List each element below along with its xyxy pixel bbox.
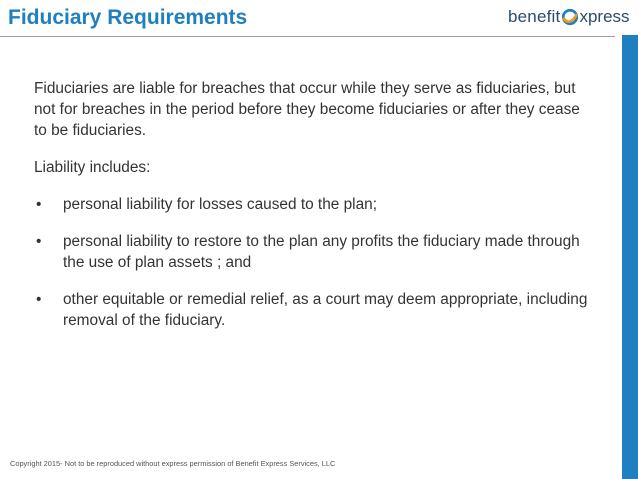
benefit-express-logo: [508, 6, 630, 28]
header-divider: [0, 36, 615, 37]
page-title: Fiduciary Requirements: [8, 6, 248, 29]
list-item: [34, 231, 594, 273]
list-item-text: personal liability for losses caused to the plan;: [63, 196, 377, 213]
list-item: [34, 289, 594, 331]
logo-text-left: benefit: [508, 7, 561, 26]
list-item-text: other equitable or remedial relief, as a court may deem appropriate, including removal of the fiduciary.: [63, 291, 588, 329]
copyright-footer: Copyright 2015- Not to be reproduced without express permission of Benefit Express Services, LLC: [10, 459, 336, 468]
liability-list: [34, 194, 594, 331]
logo-swirl-icon: [561, 8, 579, 26]
bullet-marker: •: [36, 233, 42, 250]
accent-sidebar: [622, 35, 638, 479]
list-item: [34, 194, 594, 215]
bullet-marker: •: [36, 196, 42, 213]
logo-text-right: xpress: [579, 7, 630, 26]
bullet-marker: •: [36, 291, 42, 308]
list-item-text: personal liability to restore to the plan any profits the fiduciary made through the use of plan assets ; and: [63, 233, 580, 271]
slide-body: [34, 78, 594, 347]
intro-paragraph: Fiduciaries are liable for breaches that occur while they serve as fiduciaries, but not for breaches in the period before they become fiduciaries or after they cease to be fiduciaries.: [34, 80, 580, 139]
liability-heading: Liability includes:: [34, 159, 151, 176]
